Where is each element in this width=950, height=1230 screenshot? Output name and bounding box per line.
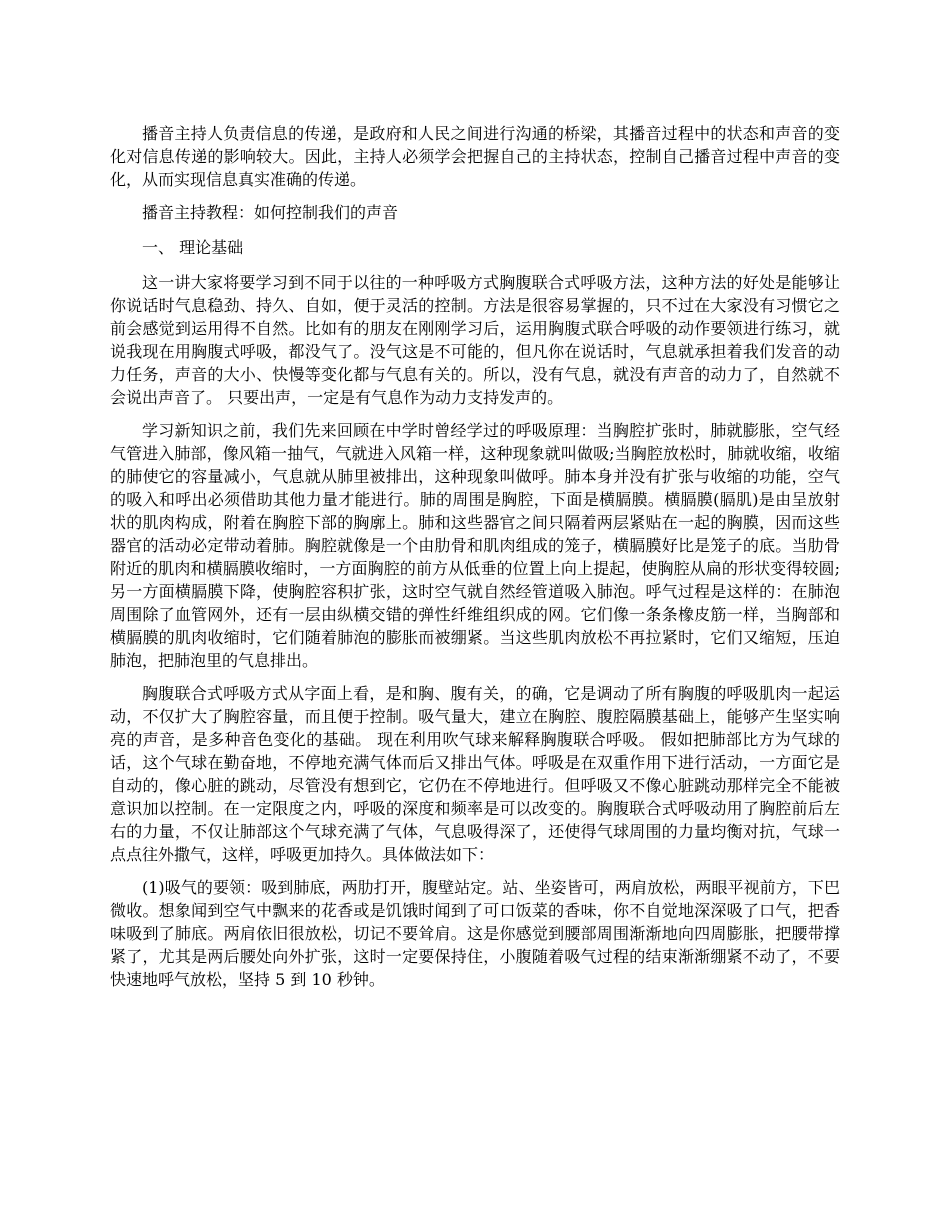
section-heading: 一、 理论基础	[142, 238, 244, 257]
body-paragraph: 这一讲大家将要学习到不同于以往的一种呼吸方式胸腹联合式呼吸方法，这种方法的好处是能够让你说话时气息稳劲、持久、自如，便于灵活的控制。方法是很容易掌握的，只不过在大家没有习惯它之前会感觉到运用得不自然。比如有的朋友在刚刚学习后，运用胸腹式联合呼吸的动作要领进行练习，就说我现在用胸腹式呼吸，都没气了。没气这是不可能的，但凡你在说话时，气息就承担着我们发音的动力任务，声音的大小、快慢等变化都与气息有关的。所以，没有气息，就没有声音的动力了，自然就不会说出声音了。 只要出声，一定是有气息作为动力支持发声的。	[110, 273, 840, 407]
body-paragraph: 胸腹联合式呼吸方式从字面上看，是和胸、腹有关，的确，它是调动了所有胸腹的呼吸肌肉一起运动，不仅扩大了胸腔容量，而且便于控制。吸气量大，建立在胸腔、腹腔隔膜基础上，能够产生坚实响亮的声音，是多种音色变化的基础。 现在利用吹气球来解释胸腹联合呼吸。 假如把肺部比方为气球的话，这个气球在勤奋地，不停地充满气体而后又排出气体。呼吸是在双重作用下进行活动，一方面它是自动的，像心脏的跳动，尽管没有想到它，它仍在不停地进行。但呼吸又不像心脏跳动那样完全不能被意识加以控制。在一定限度之内，呼吸的深度和频率是可以改变的。胸腹联合式呼吸动用了胸腔前后左右的力量，不仅让肺部这个气球充满了气体，气息吸得深了，还使得气球周围的力量均衡对抗，气球一点点往外撒气，这样，呼吸更加持久。具体做法如下：	[110, 684, 840, 864]
intro-paragraph: 播音主持人负责信息的传递，是政府和人民之间进行沟通的桥梁，其播音过程中的状态和声音的变化对信息传递的影响较大。因此，主持人必须学会把握自己的主持状态，控制自己播音过程中声音的变化，从而实现信息真实准确的传递。	[110, 124, 840, 189]
body-paragraph: 学习新知识之前，我们先来回顾在中学时曾经学过的呼吸原理：当胸腔扩张时，肺就膨胀，空气经气管进入肺部，像风箱一抽气，气就进入风箱一样，这种现象就叫做吸;当胸腔放松时，肺就收缩，收缩的肺使它的容量减小，气息就从肺里被排出，这种现象叫做呼。肺本身并没有扩张与收缩的功能，空气的吸入和呼出必须借助其他力量才能进行。肺的周围是胸腔，下面是横膈膜。横膈膜(膈肌)是由呈放射状的肌肉构成，附着在胸腔下部的胸廓上。肺和这些器官之间只隔着两层紧贴在一起的胸膜，因而这些器官的活动必定带动着肺。胸腔就像是一个由肋骨和肌肉组成的笼子，横膈膜好比是笼子的底。当肋骨附近的肌肉和横膈膜收缩时，一方面胸腔的前方从低垂的位置上向上提起，使胸腔从扁的形状变得较圆;另一方面横膈膜下降，使胸腔容积扩张，这时空气就自然经管道吸入肺泡。呼气过程是这样的：在肺泡周围除了血管网外，还有一层由纵横交错的弹性纤维组织成的网。它们像一条条橡皮筋一样，当胸部和横膈膜的肌肉收缩时，它们随着肺泡的膨胀而被绷紧。当这些肌肉放松不再拉紧时，它们又缩短，压迫肺泡，把肺泡里的气息排出。	[110, 421, 840, 670]
document-page	[110, 122, 840, 1001]
tutorial-title: 播音主持教程：如何控制我们的声音	[142, 203, 399, 222]
body-paragraph: (1)吸气的要领：吸到肺底，两肋打开，腹壁站定。站、坐姿皆可，两肩放松，两眼平视前方，下巴微收。想象闻到空气中飘来的花香或是饥饿时闻到了可口饭菜的香味，你不自觉地深深吸了口气，把香味吸到了肺底。两肩依旧很放松，切记不要耸肩。这是你感觉到腰部周围渐渐地向四周膨胀，把腰带撑紧了，尤其是两后腰处向外扩张，这时一定要保持住，小腹随着吸气过程的结束渐渐绷紧不动了，不要快速地呼气放松，坚持 5 到 10 秒钟。	[110, 878, 840, 989]
